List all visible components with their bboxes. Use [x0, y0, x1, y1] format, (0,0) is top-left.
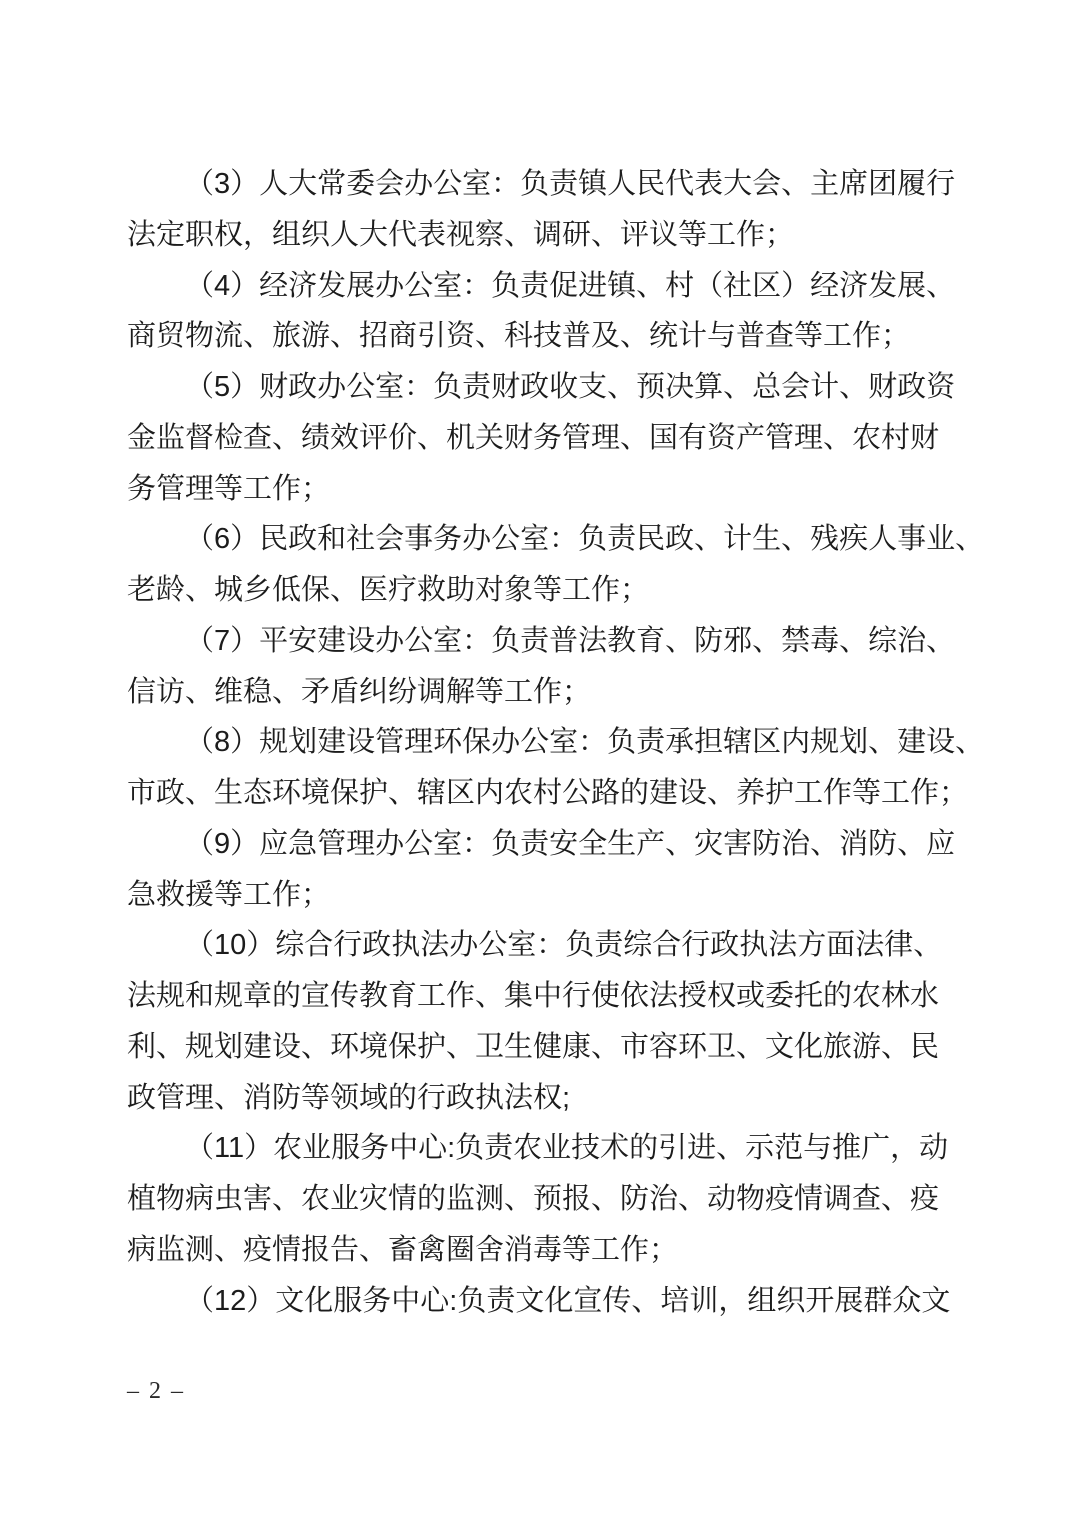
paragraph-11: [127, 1123, 957, 1275]
text-line: （5）财政办公室：负责财政收支、预决算、总会计、财政资: [185, 371, 956, 403]
text-line: 急救援等工作；: [127, 878, 331, 911]
text-line: （4）经济发展办公室：负责促进镇、村（社区）经济发展、: [185, 269, 956, 302]
paragraph-3: [127, 159, 957, 261]
paragraph-5: [127, 362, 957, 514]
text-line: 植物病虫害、农业灾情的监测、预报、防治、动物疫情调查、疫: [127, 1183, 940, 1215]
text-line: 信访、维稳、矛盾纠纷调解等工作；: [127, 675, 592, 708]
text-line: （9）应急管理办公室：负责安全生产、灾害防治、消防、应: [185, 827, 956, 860]
text-line: 利、规划建设、环境保护、卫生健康、市容环卫、文化旅游、民: [127, 1030, 940, 1063]
text-line: 市政、生态环境保护、辖区内农村公路的建设、养护工作等工作；: [127, 777, 969, 809]
text-line: （8）规划建设管理环保办公室：负责承担辖区内规划、建设、: [185, 726, 985, 759]
page-number: – 2 –: [127, 1378, 185, 1404]
text-line: （11）农业服务中心:负责农业技术的引进、示范与推广，动: [185, 1132, 949, 1165]
paragraph-12: [127, 1276, 957, 1327]
text-line: 政管理、消防等领域的行政执法权;: [127, 1081, 571, 1114]
document-body: [127, 159, 985, 1326]
text-line: 病监测、疫情报告、畜禽圈舍消毒等工作；: [127, 1233, 679, 1266]
text-line: 商贸物流、旅游、招商引资、科技普及、统计与普查等工作；: [127, 320, 911, 353]
text-line: 法定职权，组织人大代表视察、调研、评议等工作；: [127, 218, 795, 251]
text-line: （6）民政和社会事务办公室：负责民政、计生、残疾人事业、: [185, 523, 985, 556]
text-line: （7）平安建设办公室：负责普法教育、防邪、禁毒、综治、: [185, 624, 956, 657]
text-line: 法规和规章的宣传教育工作、集中行使依法授权或委托的农林水: [127, 980, 940, 1012]
text-line: （3）人大常委会办公室：负责镇人民代表大会、主席团履行: [185, 168, 956, 200]
paragraph-10: [127, 920, 957, 1123]
text-line: 金监督检查、绩效评价、机关财务管理、国有资产管理、农村财: [127, 421, 940, 454]
text-line: （10）综合行政执法办公室：负责综合行政执法方面法律、: [185, 929, 943, 962]
paragraph-7: [127, 616, 957, 718]
paragraph-4: [127, 261, 957, 363]
paragraph-9: [127, 819, 957, 921]
text-line: 务管理等工作；: [127, 472, 331, 505]
paragraph-8: [127, 717, 985, 819]
paragraph-6: [127, 514, 985, 616]
text-line: 老龄、城乡低保、医疗救助对象等工作；: [127, 574, 650, 606]
text-line: （12）文化服务中心:负责文化宣传、培训，组织开展群众文: [185, 1284, 951, 1317]
